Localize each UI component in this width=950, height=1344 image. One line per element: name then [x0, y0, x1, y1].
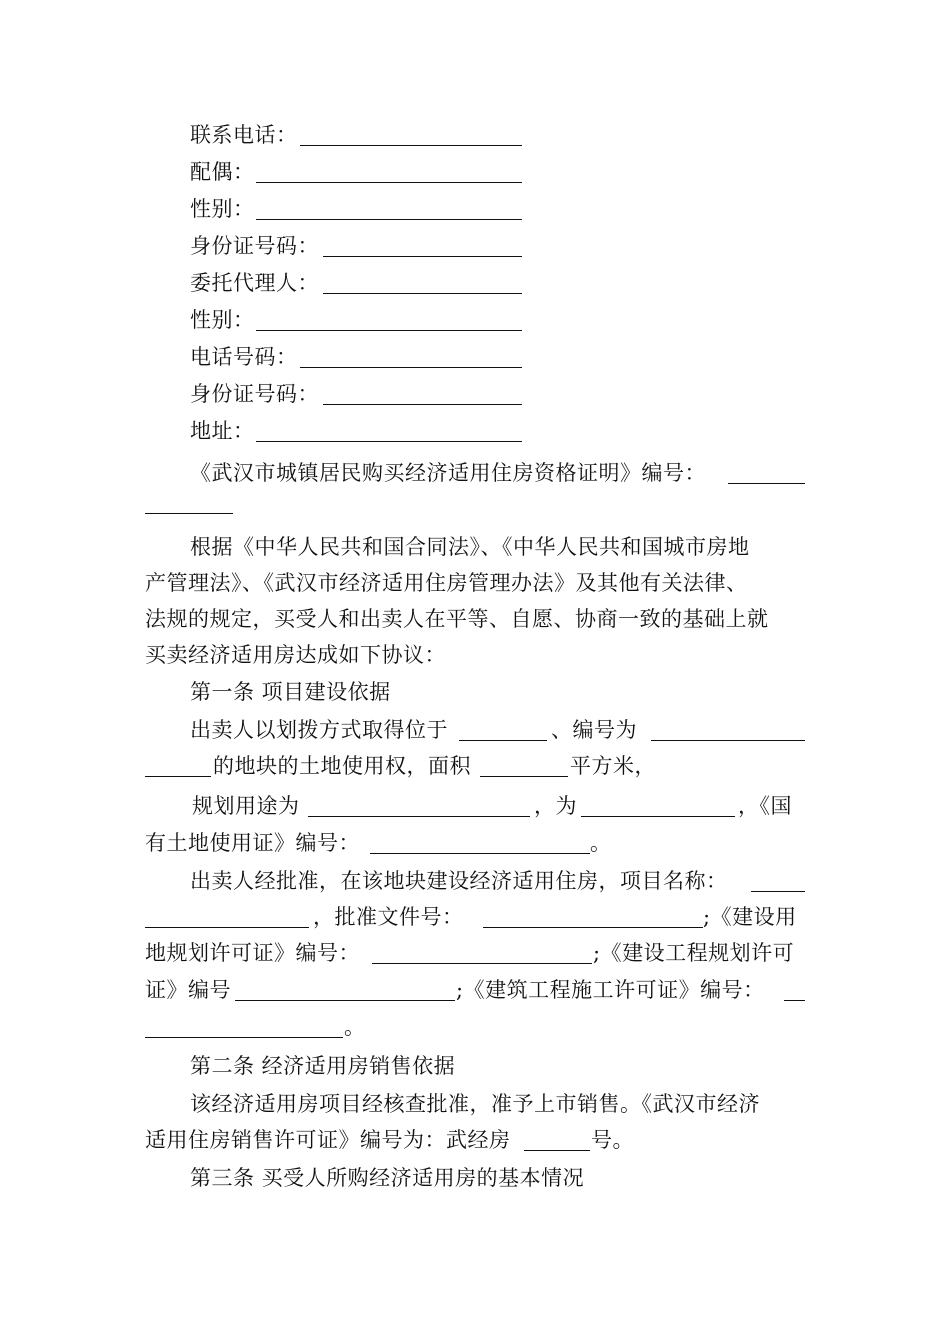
art1-line-1b: 、编号为 [551, 718, 637, 742]
blank-spouse[interactable] [256, 182, 522, 183]
blank-plot-no-b[interactable] [145, 776, 211, 777]
field-agent: 委托代理人： [190, 271, 319, 295]
blank-area[interactable] [480, 776, 568, 777]
blank-address[interactable] [256, 441, 522, 442]
article-2-title: 第二条 经济适用房销售依据 [190, 1054, 456, 1078]
art1-line-7a: 地规划许可证》编号： [145, 941, 360, 965]
field-spouse: 配偶： [190, 160, 255, 184]
blank-location[interactable] [459, 740, 547, 741]
blank-project-name-a[interactable] [751, 891, 805, 892]
cert-line: 《武汉市城镇居民购买经济适用住房资格证明》编号： [190, 461, 706, 485]
art1-line-6b: ;《建设用 [703, 905, 797, 929]
art1-line-9b: 。 [344, 1015, 366, 1039]
art1-line-8a: 证》编号 [145, 978, 231, 1002]
article-3-title: 第三条 买受人所购经济适用房的基本情况 [190, 1166, 585, 1190]
art1-line-6a: ，批准文件号： [313, 905, 464, 929]
blank-id-number-1[interactable] [323, 256, 522, 257]
art1-line-5a: 出卖人经批准，在该地块建设经济适用住房，项目名称： [190, 869, 728, 893]
art2-line-2a: 适用住房销售许可证》编号为：武经房 [145, 1128, 511, 1152]
art1-line-3a: 规划用途为 [192, 794, 300, 818]
intro-line-3: 法规的规定，买受人和出卖人在平等、自愿、协商一致的基础上就 [145, 607, 769, 631]
blank-contact-phone[interactable] [300, 145, 522, 146]
field-contact-phone: 联系电话： [190, 123, 298, 147]
field-phone-number: 电话号码： [190, 345, 298, 369]
blank-construction-permit-b[interactable] [145, 1037, 343, 1038]
intro-line-2: 产管理法》、《武汉市经济适用住房管理办法》及其他有关法律、 [145, 571, 748, 595]
art1-line-4a: 有土地使用证》编号： [145, 831, 360, 855]
blank-type[interactable] [581, 816, 735, 817]
blank-agent[interactable] [323, 293, 522, 294]
blank-plot-no-a[interactable] [651, 740, 805, 741]
blank-cert-no-a[interactable] [728, 483, 805, 484]
art1-line-2b: 平方米， [570, 754, 656, 778]
blank-land-cert[interactable] [370, 853, 590, 854]
article-1-title: 第一条 项目建设依据 [190, 680, 391, 704]
blank-project-name-b[interactable] [145, 927, 309, 928]
field-id-number-1: 身份证号码： [190, 234, 319, 258]
field-address: 地址： [190, 419, 255, 443]
art1-line-1a: 出卖人以划拨方式取得位于 [190, 718, 448, 742]
blank-gender-2[interactable] [256, 330, 522, 331]
art1-line-7b: ;《建设工程规划许可 [593, 941, 795, 965]
blank-construction-planning-permit[interactable] [235, 1000, 455, 1001]
blank-approval-no[interactable] [483, 927, 703, 928]
blank-phone-number[interactable] [300, 367, 522, 368]
art1-line-2a: 的地块的土地使用权，面积 [213, 754, 471, 778]
blank-sales-permit[interactable] [524, 1150, 590, 1151]
blank-land-planning-permit[interactable] [372, 963, 592, 964]
blank-construction-permit-a[interactable] [784, 1000, 805, 1001]
art2-line-2b: 号。 [591, 1128, 634, 1152]
intro-line-4: 买卖经济适用房达成如下协议： [145, 643, 446, 667]
intro-line-1: 根据《中华人民共和国合同法》、《中华人民共和国城市房地 [190, 535, 750, 559]
art1-line-4b: 。 [590, 831, 612, 855]
art2-line-1: 该经济适用房项目经核查批准，准予上市销售。《武汉市经济 [190, 1092, 760, 1116]
field-gender-2: 性别： [190, 308, 255, 332]
field-gender-1: 性别： [190, 197, 255, 221]
blank-cert-no-b[interactable] [145, 513, 233, 514]
art1-line-3c: ，《国 [738, 794, 792, 818]
art1-line-8b: ;《建筑工程施工许可证》编号： [456, 978, 765, 1002]
blank-id-number-2[interactable] [323, 404, 522, 405]
art1-line-3b: ，为 [534, 794, 577, 818]
blank-gender-1[interactable] [256, 219, 522, 220]
blank-planning-use[interactable] [308, 816, 530, 817]
field-id-number-2: 身份证号码： [190, 382, 319, 406]
